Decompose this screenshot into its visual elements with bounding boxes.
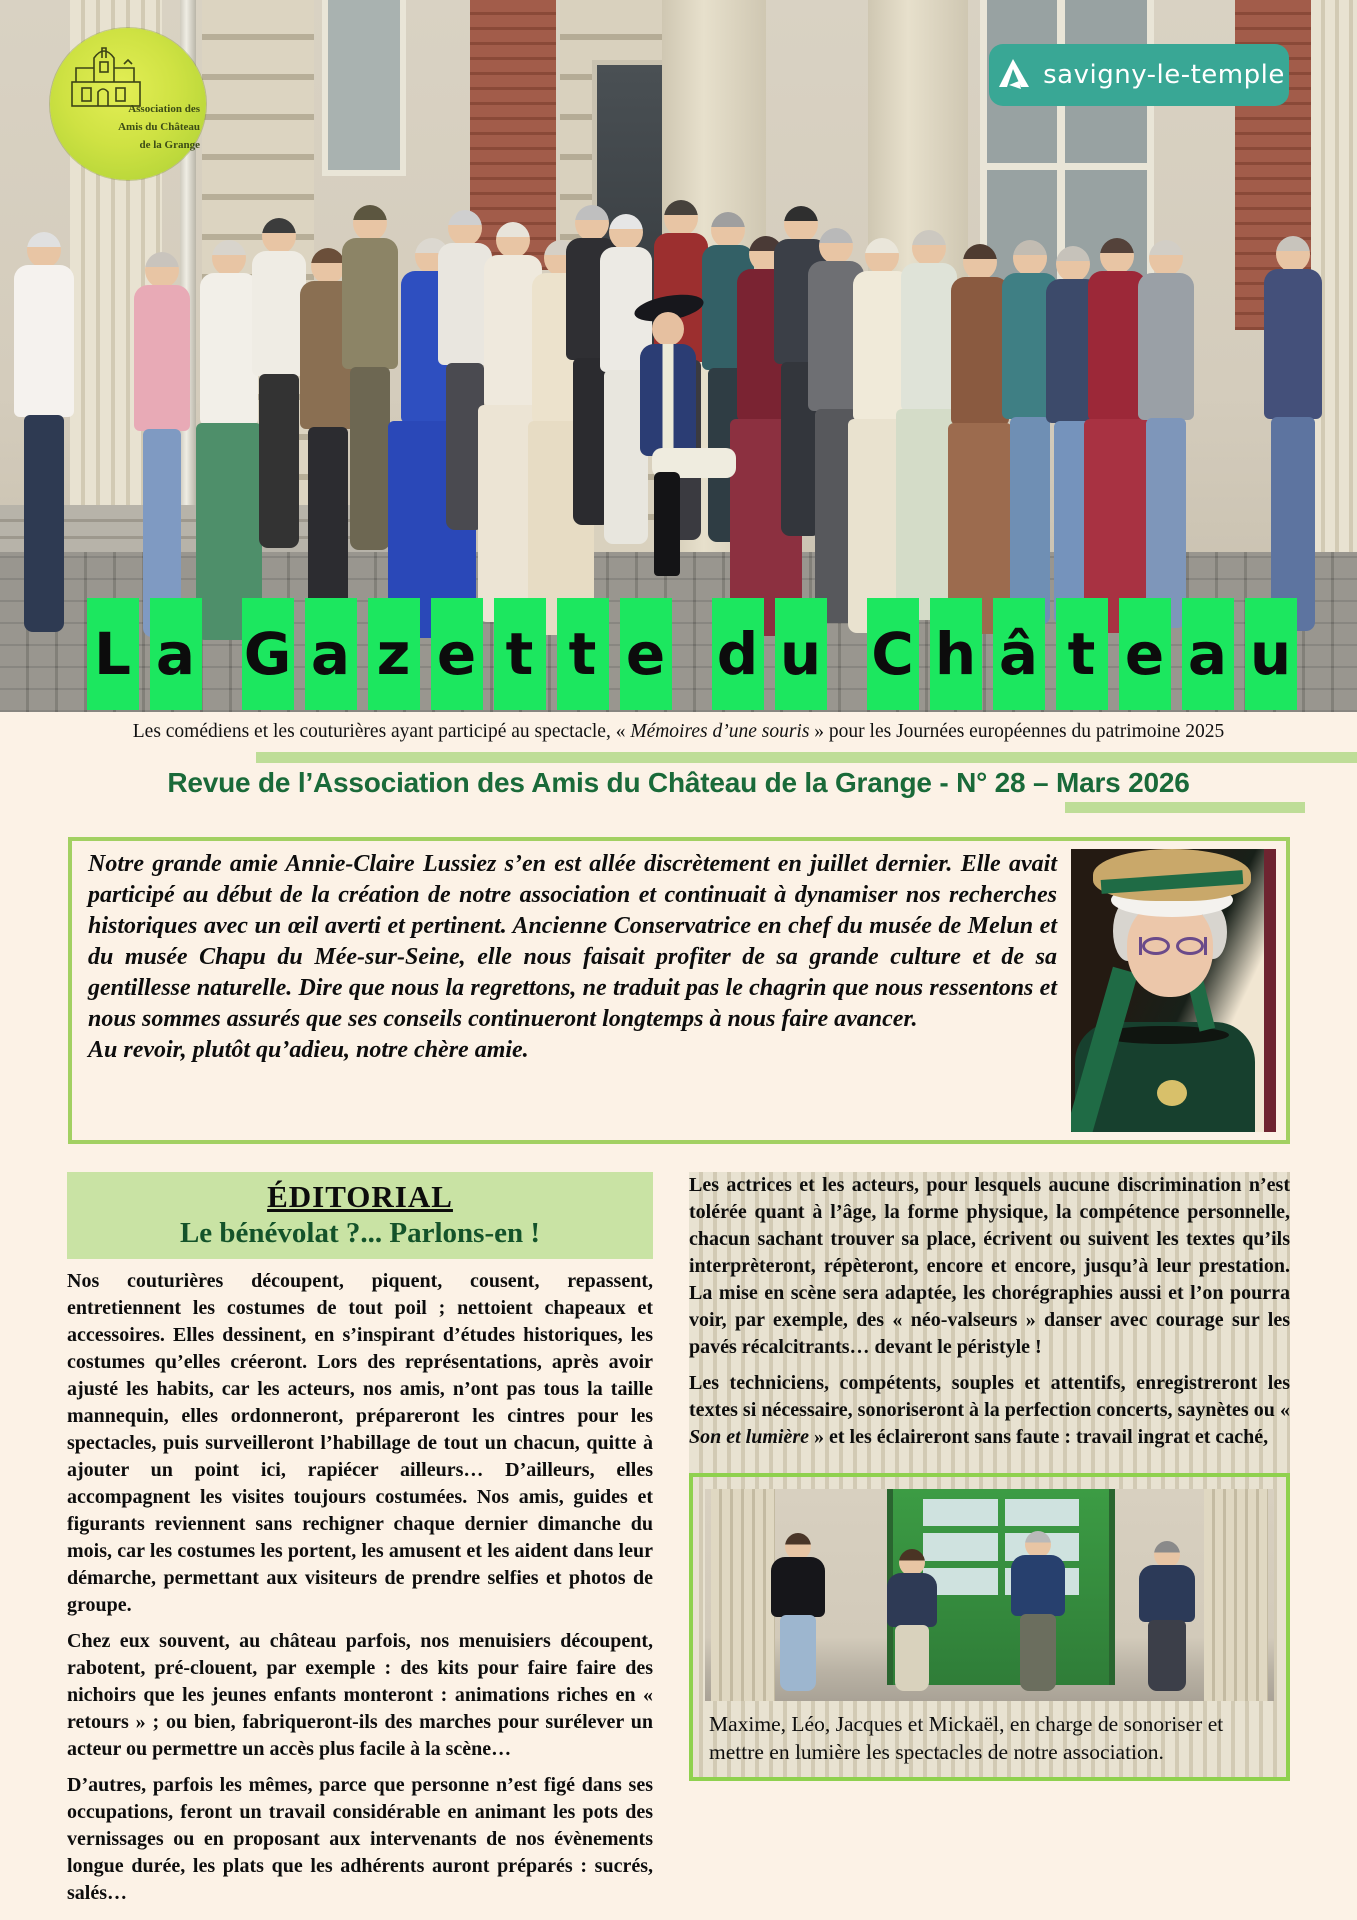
title-letter-tile: L [87,598,139,710]
person-figure [252,218,306,548]
technicians-caption: Maxime, Léo, Jacques et Mickaël, en charge de sonoriser et mettre en lumière les spectacles de notre association. [709,1712,1224,1764]
hero-caption: Les comédiens et les couturières ayant participé au spectacle, « Mémoires d’une souris » pour les Journées européennes du patrimoine 2025 [132,721,1225,742]
editorial-paragraph: Chez eux souvent, au château parfois, nos menuisiers découpent, rabotent, pré-clouent, par exemple : des kits pour faire faire des nichoirs que les jeunes enfants monteront : animations riches en « retours » ; ou bien, fabriqueront-ils des marches pour surélever un acteur ou permettre un accès plus facile à la scène… [67,1630,653,1760]
banner-bar [1065,802,1305,813]
title-letter-tile: G [242,598,294,710]
porch-column [1204,1489,1268,1701]
left-column [67,1172,653,1907]
title-letter-tile: C [867,598,919,710]
article-paragraph: Les techniciens, compétents, souples et attentifs, enregistreront les textes si nécessaire, sonoriseront à la perfection concerts, saynètes ou « Son et lumière » et les éclaireront sans faute : travail ingrat et caché, [689,1372,1290,1448]
person-figure [771,1533,825,1691]
obituary-text: Notre grande amie Annie-Claire Lussiez s’en est allée discrètement en juillet dernier. Elle avait participé au début de la création de notre association et continuait à dynamiser nos recherches historiques avec un œil averti et pertinent. Ancienne Conservatrice en chef du musée de Melun et du musée Chapu du Mée-sur-Seine, elle nous faisait profiter de sa grande culture et de sa gentillesse naturelle. Dire que nous la regrettons, ne traduit pas le chagrin que nous ressentons et nous sommes assurés que ses conseils continueront longtemps à nous faire avancer. Au revoir, plutôt qu’adieu, notre chère amie. [88,851,1057,1063]
savigny-badge [989,44,1289,106]
association-logo [50,28,206,180]
right-column [689,1172,1290,1781]
title-letter-tile: â [993,598,1045,710]
title-letter-tile: a [150,598,202,710]
badge-label: savigny-le-temple [1043,60,1285,90]
title-letter-tile: t [494,598,546,710]
title-letter-tile: e [620,598,672,710]
person-figure [887,1549,937,1691]
person-figure [1011,1531,1065,1691]
issue-banner [0,752,1357,813]
porch-column [711,1489,775,1701]
editorial-title: ÉDITORIAL [267,1179,453,1214]
hero-photo [0,0,1357,712]
editorial-subtitle: Le bénévolat ?... Parlons-en ! [179,1217,541,1249]
technicians-photo-box [689,1473,1290,1781]
editorial-header [67,1172,653,1259]
person-figure [1139,1541,1195,1691]
title-letter-tile: e [431,598,483,710]
title-letter-tile: u [1245,598,1297,710]
title-letter-tile: u [775,598,827,710]
person-figure [134,252,190,637]
banner-bar [256,752,1357,763]
association-logo-text: Association des Amis du Château de la Grange [118,103,200,152]
facade-window [322,0,406,176]
editorial-paragraph: D’autres, parfois les mêmes, parce que personne n’est figé dans ses occupations, feront un travail considérable en animant les pots des vernissages ou en proposant aux intervenants de nos évènements longue durée, les plats que les adhérents auront préparés : sucrés, salés… [67,1774,653,1904]
issue-banner-text: Revue de l’Association des Amis du Château de la Grange - N° 28 – Mars 2026 [167,767,1190,798]
obituary-box [68,837,1290,1144]
person-figure [1264,236,1322,631]
annie-claire-portrait [1071,849,1276,1132]
title-letter-tile: d [712,598,764,710]
article-paragraph: Les actrices et les acteurs, pour lesquels aucune discrimination n’est tolérée quant à l’âge, la forme physique, la compétence personnelle, chacun sachant trouver sa place, écrivent ou suivent les textes qu’ils interprèteront, répèteront, encore et encore, jusqu’à leur prestation. La mise en scène sera adaptée, les chorégraphies aussi et l’on pourra voir, par exemple, des « néo-valseurs » danser avec courage sur les pavés récalcitrants… devant le péristyle ! [689,1174,1290,1358]
article-columns [0,1172,1357,1907]
title-letter-tile: t [557,598,609,710]
title-letter-tile: h [930,598,982,710]
title-letter-tile: t [1056,598,1108,710]
gazette-title [72,598,1311,710]
editorial-paragraph: Nos couturières découpent, piquent, cousent, repassent, entretiennent les costumes de tout poil ; nettoient chapeaux et accessoires. Elles dessinent, en s’inspirant d’études historiques, les costumes qu’elles créeront. Lors des représentations, après avoir ajusté les habits, car les acteurs, nos amis, n’ont pas tous la taille mannequin, elles ordonneront, prépareront les cintres pour les spectacles, puis surveilleront l’habillage de tout un chacun, quitte à ajouter un point ici, rapiécer ailleurs… D’ailleurs, elles accompagnent les visites toujours costumées. Nos amis, guides et figurants reviennent sans rechigner chaque dernier dimanche du mois, car les costumes les portent, les amusent et les aident dans leur démarche, permettant aux visiteurs de prendre selfies et photos de groupe. [67,1270,653,1616]
title-letter-tile: a [1182,598,1234,710]
savigny-triangle-icon [993,55,1033,95]
title-letter-tile: z [368,598,420,710]
person-figure [1138,240,1194,628]
title-letter-tile: a [305,598,357,710]
napoleon-figure [608,296,748,636]
title-letter-tile: e [1119,598,1171,710]
technicians-photo [705,1489,1274,1701]
person-figure [14,232,74,632]
glasses [1139,937,1207,955]
